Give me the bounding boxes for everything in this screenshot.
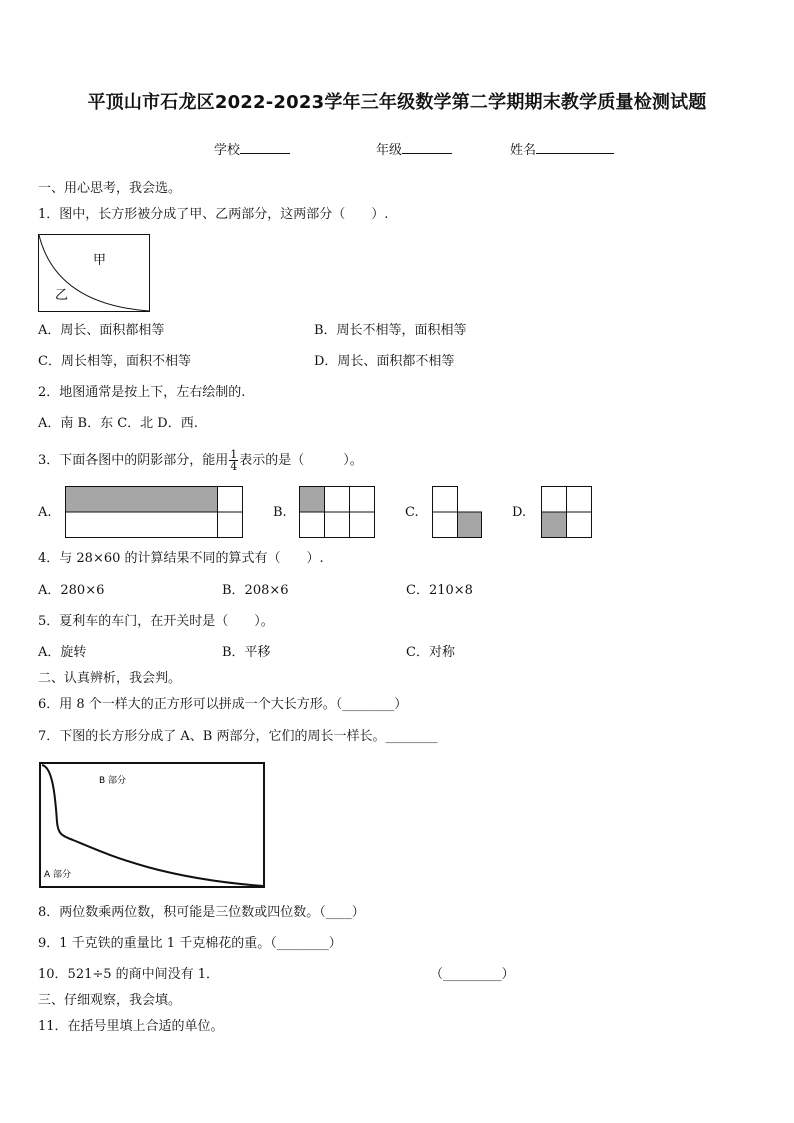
q5-option-c[interactable]: C．对称 (406, 645, 455, 660)
section-heading-1: 一、用心思考，我会选。 (38, 181, 182, 196)
q2-options[interactable]: A．南 B．东 C．北 D．西. (38, 416, 198, 431)
q1-rectangle-figure (38, 234, 150, 312)
q3-option-a-label[interactable]: A. (38, 505, 52, 520)
name-blank[interactable] (536, 141, 614, 154)
q1-option-b[interactable]: B．周长不相等，面积相等 (314, 323, 467, 338)
school-label: 学校 (214, 143, 241, 158)
question-6[interactable]: 6．用 8 个一样大的正方形可以拼成一个大长方形。（________） (38, 697, 408, 712)
question-2: 2．地图通常是按上下，左右绘制的. (38, 385, 246, 400)
q7-label-a: A 部分 (44, 870, 72, 880)
q1-option-d[interactable]: D．周长、面积都不相等 (314, 354, 455, 369)
q10-answer-blank[interactable]: （_________） (430, 967, 515, 982)
page-title: 平顶山市石龙区2022-2023学年三年级数学第二学期期末教学质量检测试题 (87, 92, 707, 113)
question-8[interactable]: 8．两位数乘两位数，积可能是三位数或四位数。（____） (38, 905, 365, 920)
q3-option-c-label[interactable]: C. (405, 505, 419, 520)
grade-blank[interactable] (402, 141, 452, 154)
question-9[interactable]: 9．1 千克铁的重量比 1 千克棉花的重。（________） (38, 936, 342, 951)
q3-c-shaded-cell (458, 512, 482, 538)
question-1: 1．图中，长方形被分成了甲、乙两部分，这两部分（ ）. (38, 207, 389, 222)
q7-rectangle-figure (39, 762, 265, 888)
school-field (214, 141, 290, 159)
q5-option-a[interactable]: A．旋转 (38, 645, 87, 660)
q3-option-b-label[interactable]: B. (273, 505, 287, 520)
q1-label-yi: 乙 (55, 288, 69, 303)
q3-text-after: 表示的是（ ）。 (239, 453, 363, 468)
q3-text-before: 3．下面各图中的阴影部分，能用 (38, 453, 229, 468)
q3-fraction-denominator: 4 (230, 460, 238, 473)
q3-fraction-numerator: 1 (230, 448, 238, 461)
section-heading-3: 三、仔细观察，我会填。 (38, 993, 182, 1008)
q3-figure-c[interactable] (432, 486, 482, 538)
question-4: 4．与 28×60 的计算结果不同的算式有（ ）. (38, 551, 324, 566)
question-11: 11．在括号里填上合适的单位。 (38, 1019, 224, 1034)
q3-a-shaded-cell (66, 487, 218, 512)
q4-option-a[interactable]: A．280×6 (38, 583, 105, 598)
q3-d-shaded-cell (542, 512, 567, 538)
name-label: 姓名 (510, 143, 537, 158)
q1-option-c[interactable]: C．周长相等，面积不相等 (38, 354, 191, 369)
q5-option-b[interactable]: B．平移 (222, 645, 271, 660)
q7-curve (42, 765, 263, 886)
name-field (510, 141, 614, 159)
question-3 (38, 449, 363, 472)
q4-option-c[interactable]: C．210×8 (406, 583, 473, 598)
question-10: 10．521÷5 的商中间没有 1． (38, 967, 220, 982)
q3-fraction (229, 449, 238, 472)
section-heading-2: 二、认真辨析，我会判。 (38, 671, 182, 686)
q4-option-b[interactable]: B．208×6 (222, 583, 289, 598)
q3-figure-b[interactable] (299, 486, 375, 538)
q3-figure-a[interactable] (65, 486, 243, 538)
question-7[interactable]: 7．下图的长方形分成了 A、B 两部分，它们的周长一样长。________ (38, 729, 438, 744)
q1-label-jia: 甲 (93, 253, 107, 268)
question-5: 5．夏利车的车门，在开关时是（ ）。 (38, 614, 274, 629)
q1-option-a[interactable]: A．周长、面积都相等 (38, 323, 165, 338)
grade-label: 年级 (376, 143, 403, 158)
school-blank[interactable] (240, 141, 290, 154)
q3-option-d-label[interactable]: D. (512, 505, 527, 520)
grade-field (376, 141, 452, 159)
q7-label-b: B 部分 (99, 776, 127, 786)
q3-figure-d[interactable] (541, 486, 592, 538)
q3-b-shaded-cell (300, 487, 325, 512)
